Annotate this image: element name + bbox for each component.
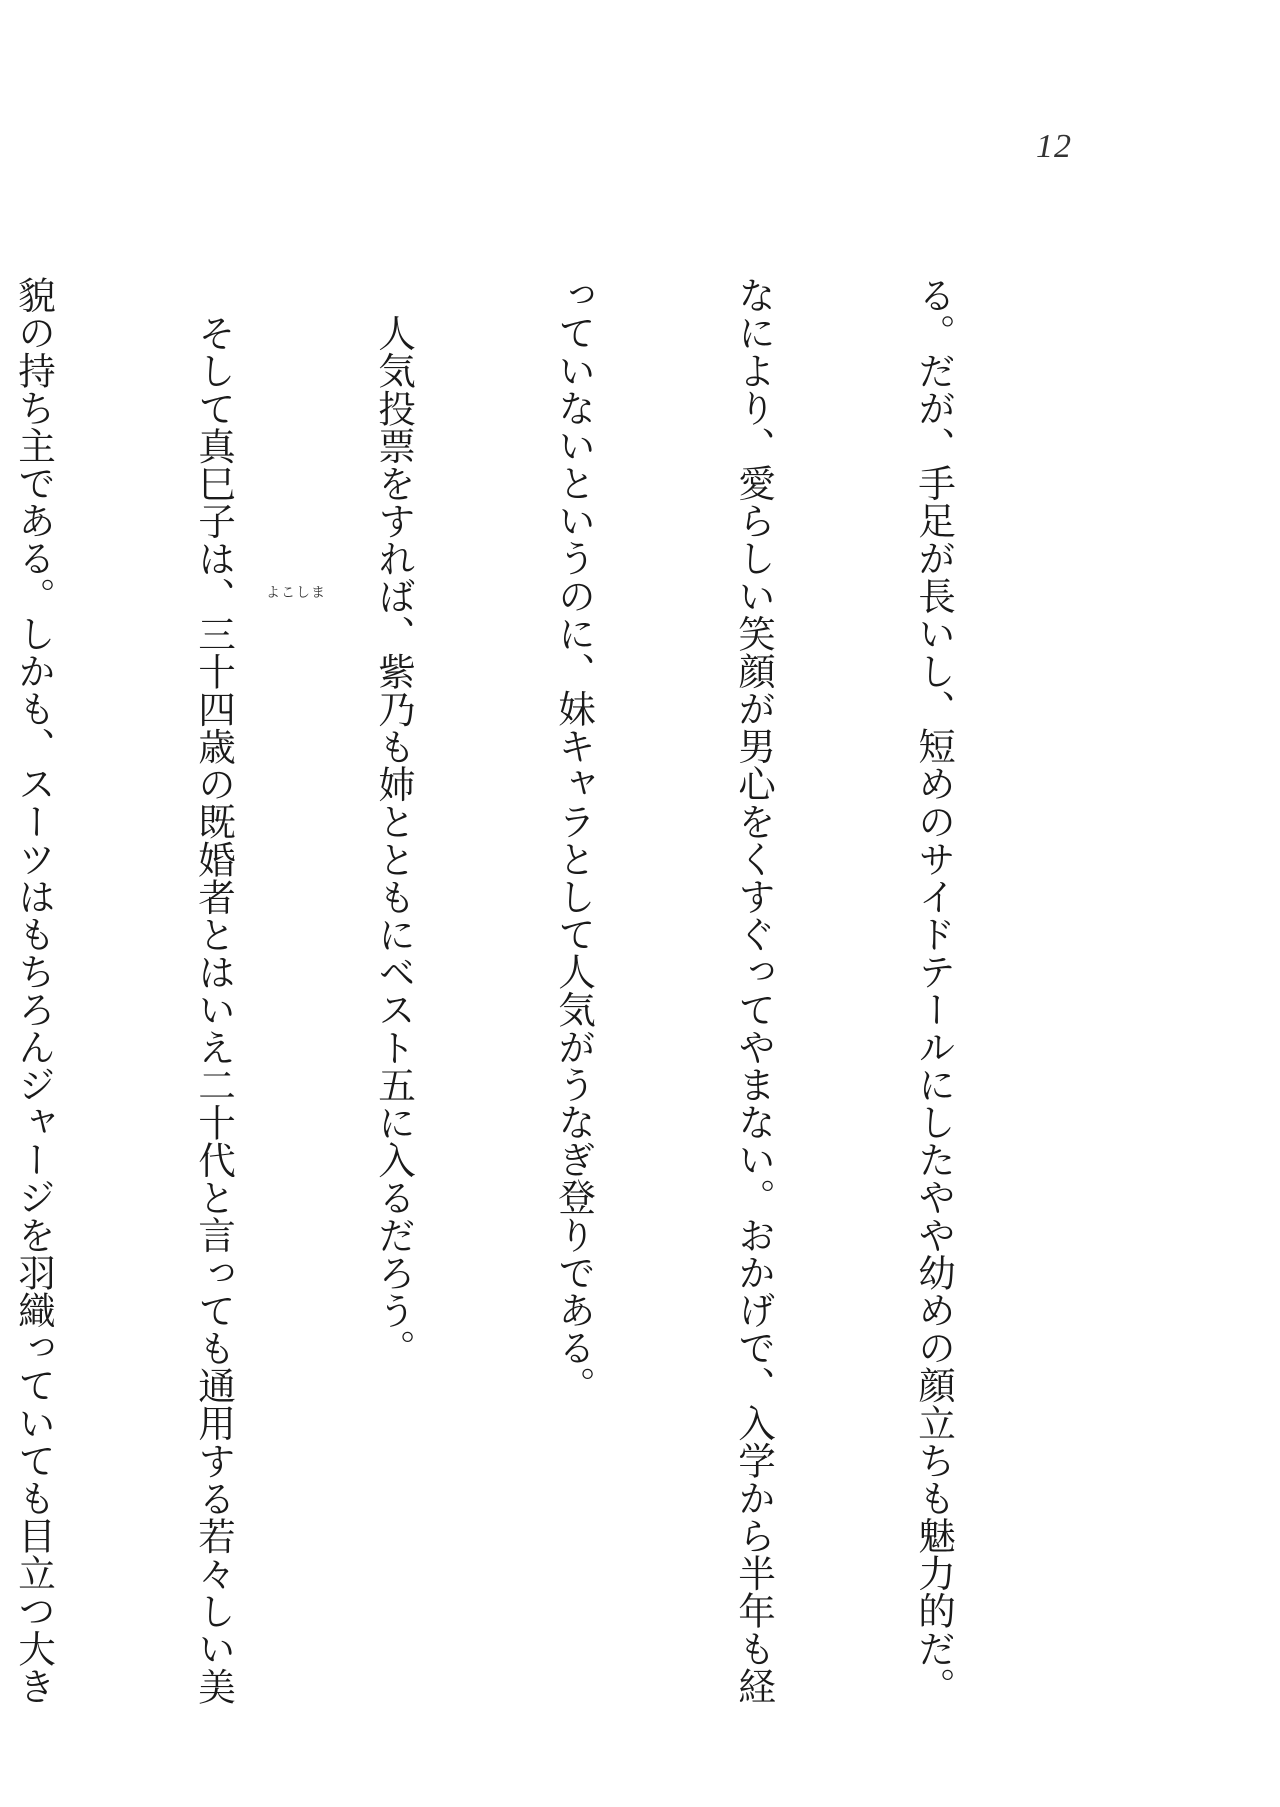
text-line: なにより、愛らしい笑顔が男心をくすぐってやまない。おかげで、入学から半年も経 — [732, 276, 776, 1705]
vertical-text-block — [0, 276, 1084, 1705]
text-line: っていないというのに、妹キャラとして人気がうなぎ登りである。 — [552, 276, 596, 1404]
text-line: 貌の持ち主である。しかも、スーツはもちろんジャージを羽織っていても目立つ大き — [12, 276, 56, 1705]
text-line: そして真巳子は、三十四歳の既婚者とはいえ二十代と言っても通用する若々しい美 — [192, 313, 236, 1705]
text-line: 人気投票をすれば、紫乃も姉とともにベスト五に入るだろう。 — [372, 313, 416, 1367]
ruby-yokoshima: よこしま — [266, 585, 326, 601]
page-number: 12 — [1036, 128, 1072, 165]
text-line: る。だが、手足が長いし、短めのサイドテールにしたやや幼めの顔立ちも魅力的だ。 — [912, 276, 956, 1705]
